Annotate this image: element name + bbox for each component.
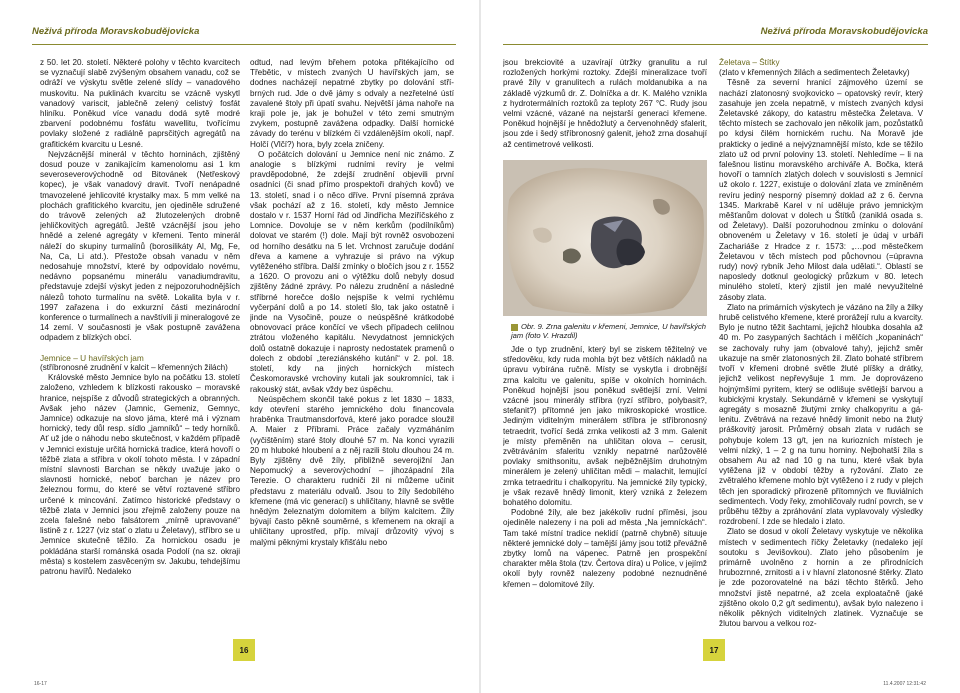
paragraph: Nejvzácnější minerál v těchto horninách, zjištěný dosud pouze v zanikajícím kamenolomu asi 1 km severoseverovýchodně od Bitovánek (Netřeskový kopec), je však vanadový dravit. Tvoří nenápadné tmavozelené jehlicovité krystalky max. 5 mm velké na plochách grafitického kvarcitu, jen ojediněle sdružené do trávově zelených až žlutozelených drobně jehličkovitých agregátů. Ještě vzácnější jsou jeho hnědé a zelené agregáty v křemeni. Tento minerál náleží do skupiny turmalínů (borosilikáty Al, Mg, Fe, Na, Ca, Li atd.). Přestože obsah vanadu v něm nedosahuje množství, které by odpovídalo novému, nedávno popsanému minerálu vanadiumdravitu, představuje zdejší výskyt jeden z nejpozoruhodnějších nálezů tohoto turmalínu na světě. Lokalita byla v r. 1997 zařazena i do exkurzní části mezinárodní konference o turmalínech a navštívili ji mineralogové ze 14 zemí. V současnosti je však postupně zavážena odpadem z blízkých obcí. [40, 149, 240, 343]
column-4 [719, 58, 923, 629]
running-header-right: Neživá příroda Moravskobudějovicka [760, 26, 928, 37]
paragraph: Zlato na primárních výskytech je vázáno na žíly a žilky hrubě celistvého křemene, které prorážejí rulu a kvarcity. Bylo je nutno těžit šachtami, jejichž hloubka dosahla až 40 m. Po zasypaných šachtách i mělčích „kopaninách“ se zachovaly ruhy jam (obvalové tahy), jejichž směr ukazuje na směr zlatonosných žil. Zlato bohaté stříbrem tvoří v křemeni drobné světle žluté plíšky a drátky, jejichž velikost nepřevyšuje 1 mm. Je doprovázeno hojnýmšími pyritem, který se odlišuje světlejší barvou a kubickými krystaly. Sekundárně v křemeni se vyskytují agregáty s mosazně žlutými zrnky chalkopyritu a gálenitu. Zvětrává na rezavé hnědý limonit nebo na žlutý práškovitý jarosit. Průměrný obsah zlata v rudách se pohybuje kolem 13 g/t, jen na kuriozních místech je velmi nízký, 1 – 2 g na tunu horniny. Nejbohatší žíla s obsahem Au až nad 10 g na tunu, které však byla vytěžena již v období těžby a ryžování. Zlato ze zvětralého křemene mohlo být vytěženo i z rudy v plejch těch jen sporadický přirozeně přítomných ve fluviálních sedimentech. Vody řeky, zmohličovaly rudní povrch, se v průběhu těžby a zpráhování zlata vyplavovaly výsledky rozdrobení. I zde se hledalo i zlato. [719, 302, 923, 527]
column-2 [250, 58, 454, 548]
header-rule-left [32, 44, 456, 45]
print-slug-right: 11.4.2007 12:31:42 [883, 681, 926, 687]
paragraph: Královské město Jemnice bylo na počátku 13. století založeno, vzhledem k blízkosti rakousko – moravské hranice, nejspíše z důvodů strategických a obranných. Avšak jeho název (Jamnic, Gemeniz, Gemnyc, Jamnice) odkazuje na slovo jáma, které má i význam hornický, tedy důl resp. sídlo „jamníků“ – tedy horníků. Ať už jde o náhodu nebo skutečnost, v každém případě v Jemnici existuje určitá hornická tradice, která hovoří o těžbě zlata a stříbra v okolí tohoto města. I v západní místní slavnosti Barchan se někdy uvažuje jako o slavnosti hornické, neboť barchan je název pro železnou formu, do které se větví roztavené stříbro určené k mincování. Zatímco historické představy o těžbě zlata v Jemnici jsou zřejmě založeny pouze na zcela falešné nebo falsátorem „mírně upravované“ listině z r. 1227 (viz stať o zlatu u Želetavy), stříbro se u Jemnice skutečně těžilo. Za hornickou osadu je pokládána starší románská osada Podolí (na sz. okraji města) s kostelem zasvěceným sv. Jakubu, tehdejšímu patronu havířů. Nedaleko [40, 373, 240, 576]
paragraph: Jde o typ zrudnění, který byl se ziskem těžitelný ve středověku, kdy ruda mohla být bez větších nákladů na úpravu vybírána ručně. Místy se vyskytla i drobnější zrna kalcitu ve galenitu, spíše v okolních horninách. Poněkud hojnější jsou poněkud světlejší zrní. Velmi vzácné jsou minerály stříbra (ryzí stříbro, polybasit?, stefanit?) přítomné jen jako mikroskopické vrostlice. Jediným viditelným minerálem stříbra je stříbronosný tetraedrit, tvořící šedá zrnka velikosti až 3 mm. Galenit je místy přeměněn na uhličitan olova – cerusit, zvětráváním sfaleritu vznikly nepatrné narůžovělé povlaky smithsonitu, avšak nejběžnějším druhotným minerálem je zelený uhličitan mědi – malachit, lemující zrnka tetraedritu i chalkopyritu. Na jemnické žíly typický, je však rezavě hnědý limonit, který vzniká z železem bohatého dolomitu. [503, 345, 707, 508]
column-1 [40, 58, 240, 577]
running-header-left: Neživá příroda Moravskobudějovicka [32, 26, 200, 37]
galena-specimen-image [503, 160, 707, 316]
print-slug-left: 16-17 [34, 681, 47, 687]
galena-photo [503, 160, 707, 316]
header-rule-right [503, 44, 928, 45]
paragraph: odtud, nad levým břehem potoka přitékajícího od Třebětic, v místech zvaných U havířských jam, se dodnes nacházejí nepatrné zbytky po dolování stříbrných rud. Jde o dvě jámy s odvaly a nezřetelné ústí zavalené štoly při úpatí svahu. Největší jáma nahoře na kraji pole je, jak je bohužel v této zemi smutným zvykem, postupně zavážena odpadky. Další hornické závady do terénu v blízkém či vzdálenějším okolí, např. Holčí (Vlčí?) hora, byly zcela zničeny. [250, 58, 454, 149]
paragraph: Těsně za severní hranicí zájmového území se nachází zlatonosný svojkovicko – opatovský revír, který zasahuje jen zcela nepatrně, v místech zvaných kdysi Želetavské zákopy, do katastru městečka Želetava. V těchto místech se zachovalo jen několik jam, pozůstatků po kdysi čilém hornickém ruchu. Na Moravě jde prakticky o jediné a nejvýznamnější místo, kde se těžilo zlato už od první poloviny 13. století. Nehledíme – li na falešnou listinu moravského archiváře A. Bočka, která hovoří o tamních zlatých dolech v souvislosti s Jemnicí už okolo r. 1227, existuje o dolování zlata ve zmíněném revíru jediný nesporný písemný doklad až z 6. června 1345. Markrabě Karel v ní uděluje právo jemnickým měšťanům dolovat v dolech u Štítků (zaniklá osada s. od Želetavy). Další pozoruhodnou zmínku o dolování obnoveném u Želetavy v 16. století je údaj v urbáři Zachariáše z Hradce z r. 1573: „…pod městečkem Želetavou v těch místech pod půchovnou (=úpravna rudy) nový rybník Jeho Milost dala udělati.“. Oblastí se naposledy dotknul geologický průzkum v 80. letech minulého století, který zjistil jen malé nevyužitelné zásoby zlata. [719, 78, 923, 302]
caption-text: Obr. 9. Zrna galenitu v křemeni, Jemnice, U havířských jam (foto V. Hrazdil) [511, 322, 706, 341]
section-subheading: (stříbronosné zrudnění v kalcit – křemenných žilách) [40, 362, 228, 372]
paragraph: z 50. let 20. století. Některé polohy v těchto kvarcitech se vyznačují slabě zvýšeným obsahem vanadu, což se odráží ve výskytu světle zelené slídy – vanadového muskovitu. Na puklinách kvarcitu se vzácně vyskytl vanadový variscit, jablečně zelený celistvý fosfát hliníku. Poněkud více vanadu dodá sytě modré zbarvení podobnému fosfátu wavellitu, tvořícímu povlaky složené z radiálně paprsčitých agregátů na grafitickém kvarcitu u Lesné. [40, 58, 240, 149]
column-3 [503, 58, 707, 150]
page-number-left: 16 [233, 639, 255, 661]
paragraph: Zlato se dosud v okolí Želetavy vyskytuje ve několika místech v sedimentech říčky Želetavky (nedaleko její soutoku s Jevišovkou). Zlato jeho působením je primárně uvolněno z hornin a ze přirodnících hrubozrnné, zrnitosti a i v hlavní zlatonosné štěrky. Zlato je zde pozorovatelné na bázi těchto štěrků. Jeho množství jistě nepatrné, až zcela exploatačně (jaké zjištěno okolo 0,2 g/t sedimentu), avšak bylo nalezeno i několik pěkných viditelných zlatinek. Vyznačuje se žlutou barvou a velkou roz- [719, 527, 923, 629]
right-page [481, 0, 960, 693]
section-heading-zeletava: Želetava – Štítky [719, 58, 780, 67]
page-number-right: 17 [703, 639, 725, 661]
paragraph: jsou brekciovité a uzavírají útržky granulitu a rul rozložených horkými roztoky. Zdejší mineralizace tvoří pravé žíly v granulitech a rulách moldanubika a na základě výzkumů dr. Z. Dolníčka a dr. K. Malého vznikla z hydrotermálních roztoků za teploty 267 °C. Rudy jsou velmi vzácné, vázané na nejstarší generaci křemene. Poněkud hojnější je hnědožlutý a červenohnědý sfalerit, jsou zde i šedý stříbronosný galenit, jehož zrna dosahují až centimetrové velikosti. [503, 58, 707, 149]
left-page [0, 0, 479, 693]
photo-caption [511, 322, 707, 340]
caption-marker [511, 324, 518, 331]
column-3-continued [503, 345, 707, 590]
paragraph: Neúspěchem skončil také pokus z let 1830 – 1833, kdy otevření starého jemnického dolu financovala hraběnka Trautmansdorfová, které jako poradce sloužil A. Maier z Příbrami. Práce začaly vyzmáháním (vyčištěním) staré štoly dlouhé 57 m. Na konci vyrazili 20 m hluboké hloubení a z něj razili štolu dlouhou 24 m. Byly zjištěny dvě žíly, přibližně severojižní Jan Nepomucký a severovýchodní – jihozápadní žíla Terezie. O charakteru rudniči žil ni můžeme učinit představu z materiálu odvalů. Jsou to žíly šedobílého křemene (má vic generací) s uhličitany, hlavně se světle hnědým železnatým dolomitem a bílým kalcitem. Žíly bývají často pěkně souměrné, s křemenem na okrají a uhličitany uprostřed, příp. mívají drůzovitý vývoj s malými pěknými krystaly křišťálu nebo [250, 394, 454, 547]
section-subheading: (zlato v křemenných žilách a sedimentech Želetavky) [719, 68, 910, 78]
section-heading-jemnice: Jemnice – U havířských jam [40, 352, 144, 363]
paragraph: O počátcích dolování u Jemnice není nic známo. Z analogie s blízkými rudními revíry je velmi pravděpodobné, že zdejší zrudnění objevili první osadníci (či snad přímo prospektoři drahých kovů) ve 13. století, snad i o něco dříve. První písemná zpráva však pochází až z 16. století, kdy město Jemnice dostalo v r. 1537 Horní řád od Jindřicha Meziříčského z Lomnice. Dovoluje se v něm kerkům (podílníkům) dolovat ve starém (!) dole. Mají být rovněž osvobozeni od horního desátku na 5 let. Vrchnost zaručuje dodání dřeva a kamene a vyhrazuje si právo na výkup vytěženého stříbra. Další zmínky o bločích jsou z r. 1552 a 1620. O provozu ani o výtěžku dolů nebyly dosud zjištěny žádné zprávy. Po nálezu zrudnění a následné stříbrné horečce došlo nejspíše k velmi rychlému vyčerpání dolů a po 14. století šlo, tak jako ostatně i jinde na Vysočině, pouze o neúspěšné krátkodobé obnovovací práce končící ve všech případech celilnou ztrátou vloženého kapitálu. Nevydatnost jemnických dolů ostatně dokazuje i naprosty nedostatek pramenů o dolech z období „tereziánského kutání“ v 2. pol. 18. století, kdy na jiných hornických místech Českomoravské vrchoviny kutali jak soukromníci, tak i rakouský stát, avšak vždy bez úspěchu. [250, 149, 454, 394]
paragraph: Podobné žíly, ale bez jakékoliv rudní příměsi, jsou ojediněle nalezeny i na poli ad města „Na jemníckách“. Tam také místní tradice neklidí (patrně chybně) situuje některé jemnické doly – tamější jámy jsou totiž převážně zbytky lomů na vápenec. Patrně jen prospekční charakter měla štola (tzv. Čertova díra) u Police, v jejímž okolí byly rovněž nalezeny podobné neznudněné křemen – dolomitové žíly. [503, 508, 707, 589]
